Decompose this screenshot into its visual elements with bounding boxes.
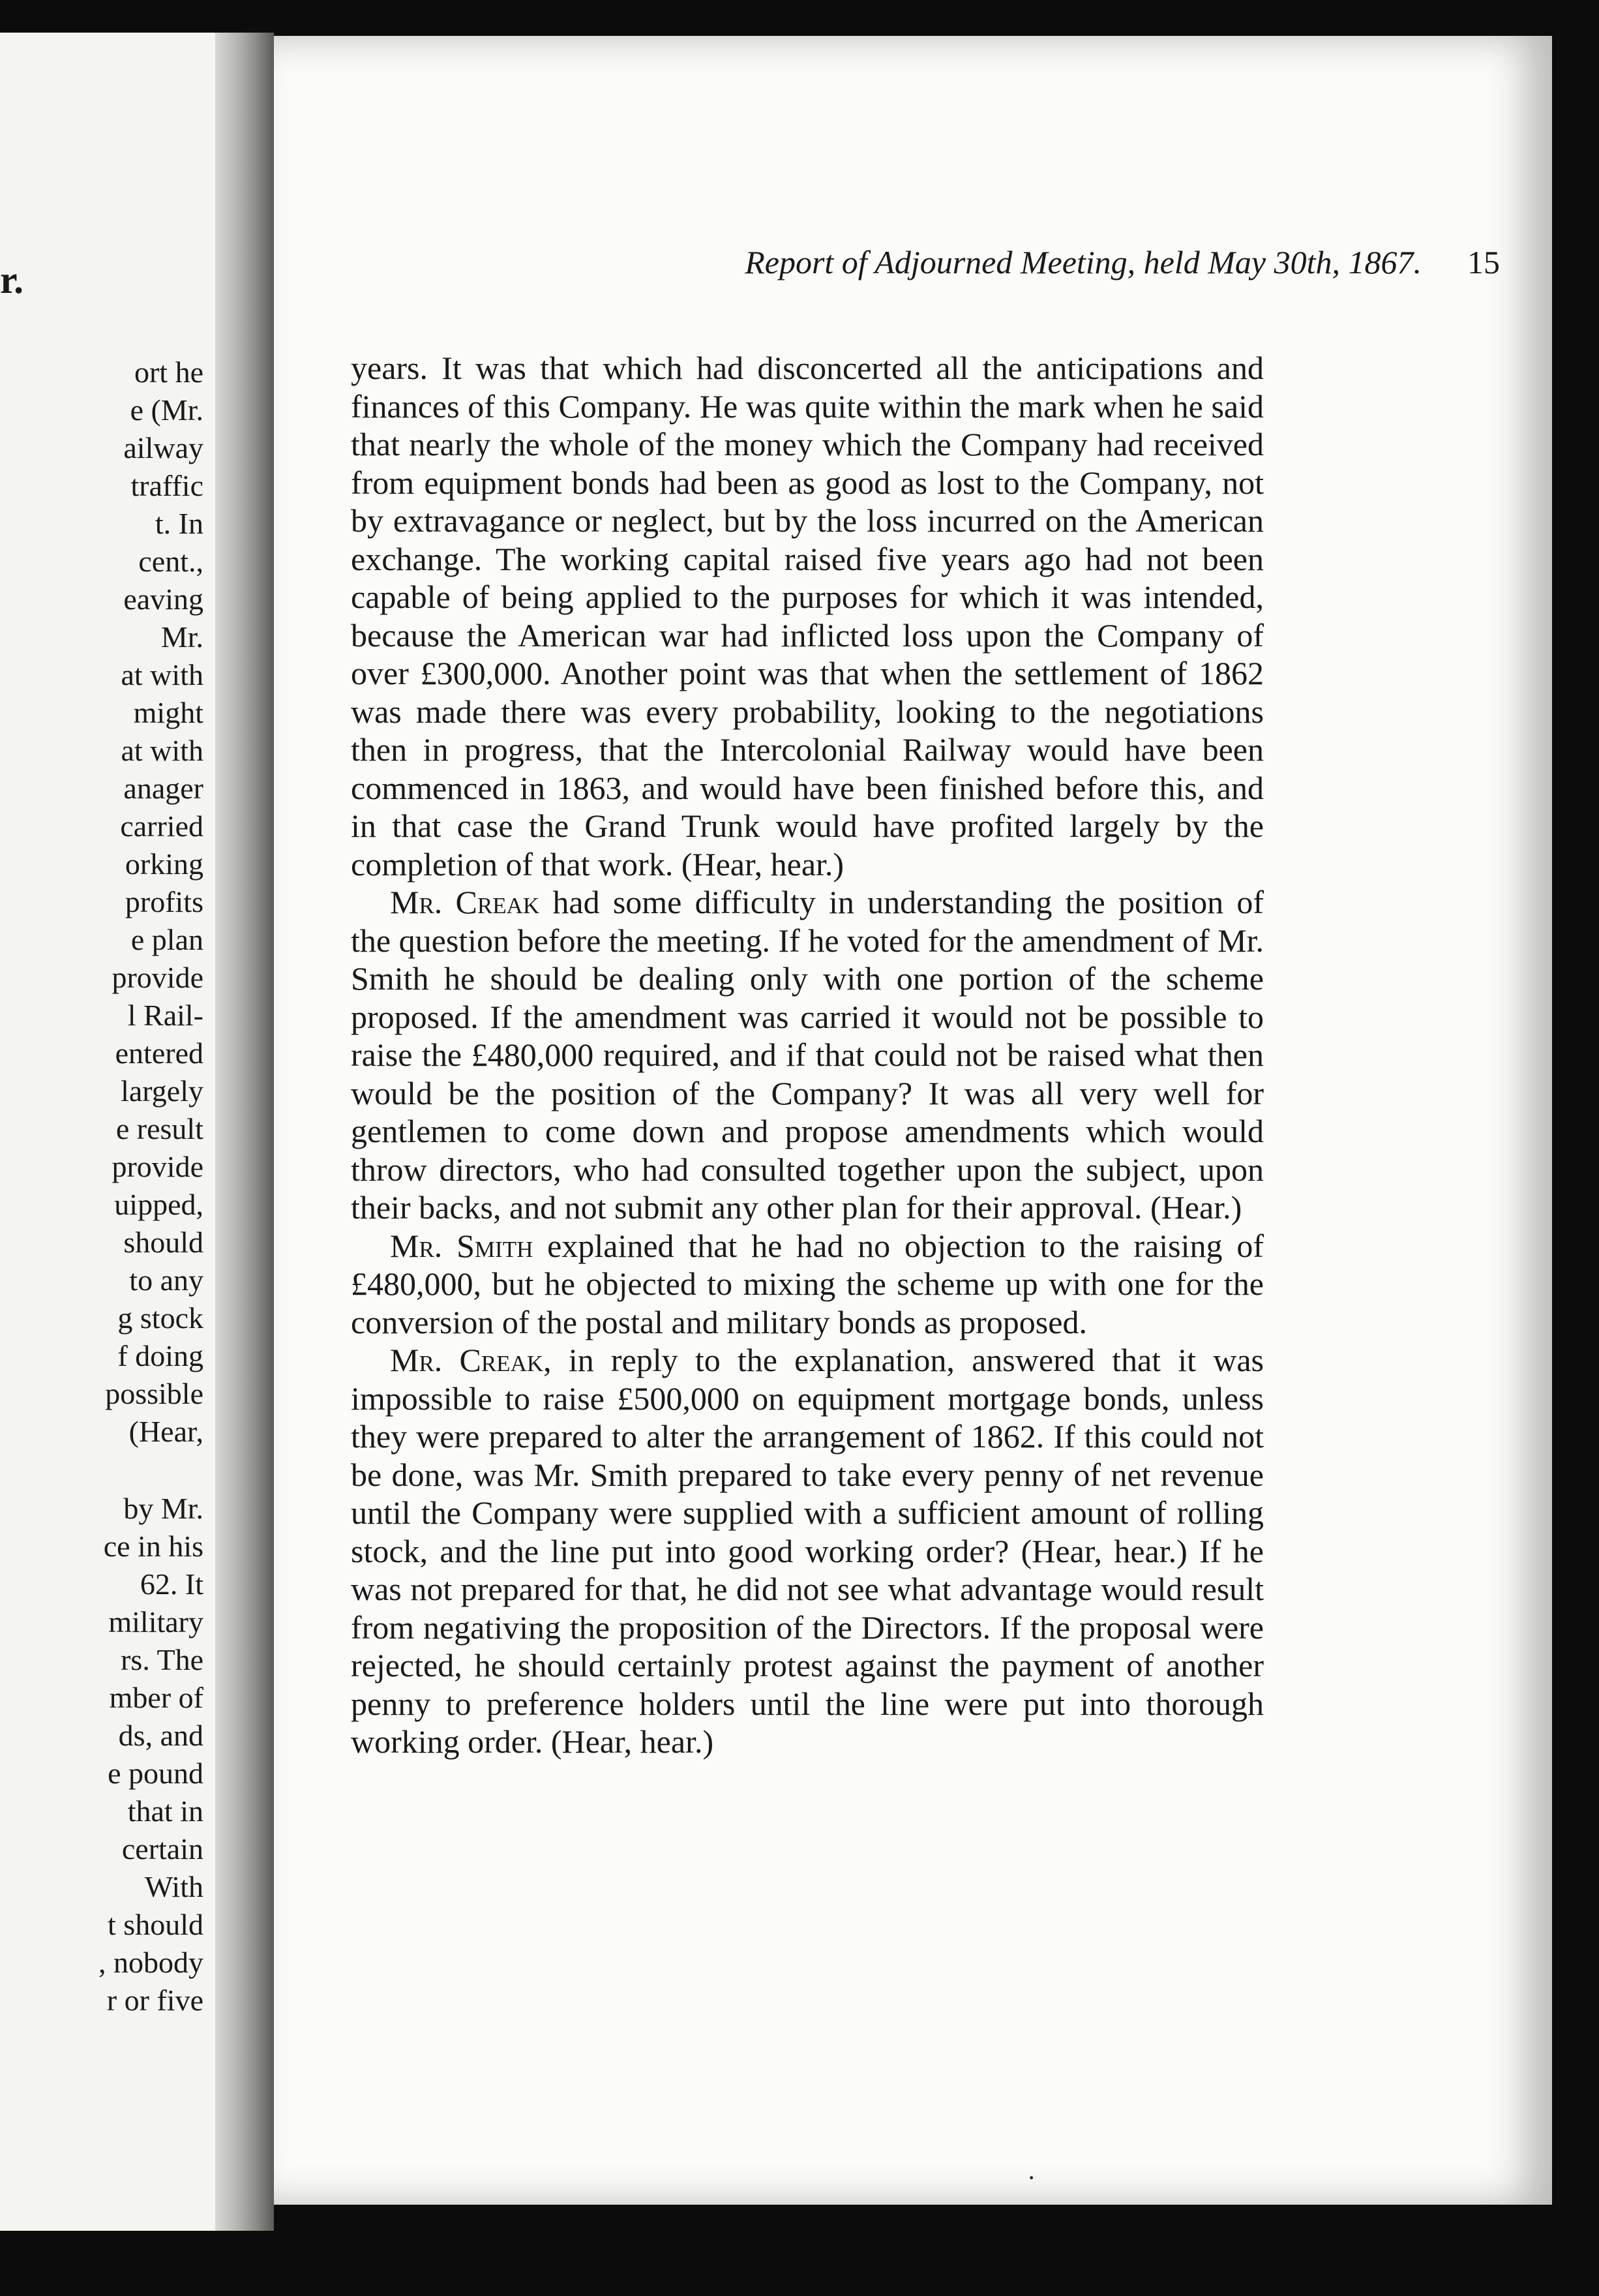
left-line: t. In [155,507,203,540]
paragraph-text: , in reply to the explanation, answered that it was impossible to raise £500,000 on equipment mortgage bonds, unless they were prepared to alter the arrangement of 1862. If this could not be done, was Mr. Smith prepared to take every penny of net revenue until the Company were supplied with a sufficient amount of rolling stock, and the line put into good working order? (Hear, hear.) If he was not prepared for that, he did not see what advantage would result from negativing the proposition of the Directors. If the proposal were rejected, he should certainly protest against the payment of another penny to preference holders until the line were put into thorough working order. (Hear, hear.) [351,1342,1264,1760]
left-line: g stock [117,1301,203,1335]
paragraph-text: years. It was that which had disconcerted all the anticipations and finances of this Company. He was quite within the mark when he said that nearly the whole of the money which the Company had received from equipment bonds had been as good as lost to the Company, not by extravagance or neglect, but by the loss incurred on the American exchange. The working capital raised five years ago had not been capable of being applied to the purposes for which it was intended, because the American war had inflicted loss upon the Company of over £300,000. Another point was that when the settlement of 1862 was made there was every probability, looking to the negotiations then in progress, that the Intercolonial Railway would have been commenced in 1863, and would have been finished before this, and in that case the Grand Trunk would have profited largely by the completion of that work. (Hear, hear.) [351,350,1264,883]
left-line: , nobody [98,1946,203,1979]
left-line: Mr. [160,620,203,654]
left-line: e pound [108,1757,203,1790]
left-line: provide [112,961,203,994]
left-line: e plan [130,923,203,956]
left-line: military [108,1605,203,1639]
book-gutter [215,33,274,2231]
left-line: r or five [106,1984,203,2017]
left-line: ds, and [118,1719,203,1752]
left-line: anager [123,772,203,805]
left-line: ort he [134,355,203,389]
left-page-lines [98,354,203,2019]
page-header [437,243,1500,281]
page-15 [274,36,1552,2205]
left-line: certain [121,1832,203,1865]
paragraph-text: had some difficulty in understanding the position of the question before the meeting. If he voted for the amendment of Mr. Smith he should be dealing only with one portion of the scheme proposed. If the amendment was carried it would not be possible to raise the £480,000 required, and if that could not be raised what then would be the position of the Company? It was all very well for gentlemen to come down and propose amendments which would throw directors, who had consulted together upon the subject, upon their backs, and not submit any other plan for their approval. (Hear.) [351,884,1264,1226]
left-line: t should [108,1908,203,1941]
left-line: With [144,1870,203,1903]
stray-ink-mark: · [1027,2163,1036,2192]
left-line: ce in his [103,1530,203,1563]
speaker-name: Mr. Creak [390,884,540,920]
left-line: 62. It [140,1567,203,1601]
left-line: eaving [123,582,203,616]
left-line: l Rail- [127,999,203,1032]
left-line: profits [125,885,203,918]
page-number: 15 [1467,244,1500,280]
left-line: to any [129,1263,203,1297]
left-line: uipped, [114,1188,203,1221]
left-line: at with [121,658,203,691]
left-line: should [123,1226,203,1259]
paragraph-text: explained that he had no objection to the raising of £480,000, but he objected to mixing the scheme up with one for the conversion of the postal and military bonds as proposed. [351,1227,1264,1340]
previous-page-fragment [0,33,215,2231]
left-line: possible [105,1377,203,1410]
left-line: might [133,696,203,729]
left-line: mber of [109,1681,203,1714]
left-line: that in [127,1794,203,1828]
paragraph [351,1227,1264,1342]
running-title: Report of Adjourned Meeting, held May 30th, 1867. [745,244,1422,280]
left-line: cent., [138,545,203,578]
paragraph [351,883,1264,1227]
left-line: rs. The [121,1643,203,1676]
left-line: f doing [117,1339,203,1372]
left-line: traffic [130,469,203,502]
paragraph [351,1341,1264,1761]
left-line: entered [115,1036,203,1070]
left-line: largely [121,1074,203,1108]
page-body [351,349,1264,1761]
left-line: orking [125,847,203,881]
speaker-name: Mr. Smith [390,1227,533,1264]
left-page-mark: r. [0,258,24,301]
speaker-name: Mr. Creak [390,1342,544,1378]
left-line: e result [115,1112,203,1145]
paragraph [351,349,1264,883]
left-line: provide [112,1150,203,1183]
left-line: at with [121,734,203,767]
left-line: ailway [123,431,203,464]
left-line: by Mr. [123,1492,203,1525]
left-line: carried [120,809,203,843]
left-line: e (Mr. [130,393,203,427]
left-line: (Hear, [128,1415,203,1448]
